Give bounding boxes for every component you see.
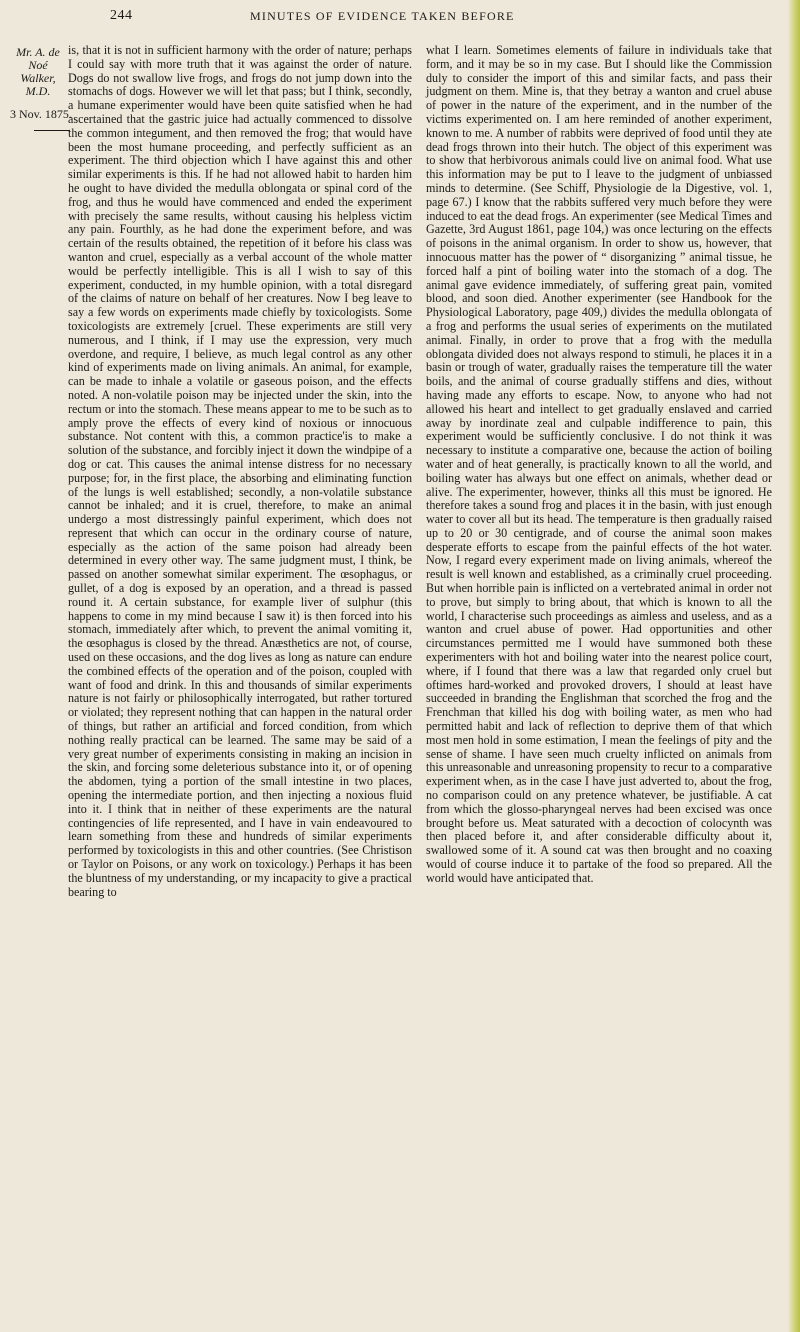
- page-number: 244: [110, 8, 133, 23]
- evidence-date: 3 Nov. 1875.: [10, 107, 72, 121]
- page-header: [0, 4, 800, 28]
- page-edge-shadow: [788, 0, 800, 1332]
- paragraph: what I learn. Sometimes elements of failure in individuals take that form, and it may be so in my case. But I should like the Commission duly to consider the import of this and similar facts, and pass their judgment on them. Mine is, that they betray a wanton and cruel abuse of power in the nature of the experiment, and in the number of the victims experimented on. I am here reminded of another experiment, known to me. A number of rabbits were deprived of food until they ate dead frogs thrown into their hutch. The object of this experiment was to show that herbivorous animals could live on animal food. What use this information may be put to I leave to the judgment of unbiassed minds to determine. (See Schiff, Physiologie de la Digestive, vol. 1, page 67.) I know that the rabbits suffered very much before they were induced to eat the dead frogs. An experimenter (see Medical Times and Gazette, 3rd August 1861, page 104,) was once lecturing on the effects of poisons in the animal organism. In order to show us, however, that innocuous matter has the power of “ disorganizing ” animal tissue, he forced half a pint of boiling water into the stomach of a dog. The animal gave evidence immediately, of suffering great pain, vomited blood, and soon died. Another experimenter (see Handbook for the Physiological Laboratory, page 409,) divides the medulla oblongata of a frog and performs the usual series of experiments on the mutilated animal. Finally, in order to prove that a frog with the medulla oblongata divided does not always respond to stimuli, he places it in a basin or trough of water, gradually raises the temperature till the water boils, and the animal of course gradually stiffens and dies, without having made any efforts to escape. Now, to anyone who had not allowed his heart and intellect to get gradually enslaved and carried away by inordinate zeal and culpable indifference to pain, this experiment would be sufficiently conclusive. I do not think it was necessary to institute a comparative one, because the action of boiling water and of heat generally, is practically known to all the world, and boiling water has always but one effect on animals, whether dead or alive. The experimenter, however, thinks all this must be ignored. He therefore takes a sound frog and places it in the basin, with just enough water to cover all but its head. The temperature is then gradually raised up to 20 or 30 centigrade, and of course the animal soon makes desperate efforts to escape from the painful effects of the hot water. Now, I regard every experiment made on living animals, whereof the result is well known and established, as a criminally cruel proceeding. But when horrible pain is inflicted on a vertebrated animal in order not to prove, but simply to bring about, that which is known to all the world, I characterise such proceedings as aimless and useless, and as a wanton and cruel abuse of power. Had opportunities and other circumstances permitted me I would have summoned both these experimenters with hot and boiling water into the nearest police court, where, if I found that there was a law that regarded only cruel but oftimes hard-worked and provoked drovers, I should at least have succeeded in branding the Englishman that scorched the frog and the Frenchman that killed his dog with boiling water, as men who had permitted habit and lack of reflection to deprive them of that which most men hold in some estimation, I mean the feelings of pity and the sense of shame. I have seen much cruelty inflicted on animals from this unreasonable and unreasoning propensity to recur to a comparative experiment when, as in the case I have just adverted to, about the frog, no comparison could on any pretence whatever, be justifiable. A cat from which the glosso-pharyngeal nerves had been excised was once brought before us. Meat saturated with a decoction of colocynth was then placed before it, and after considerable difficulty about it, swallowed some of it. A sound cat was then brought and no coaxing would of course induce it to partake of the food so prepared. All the world would have anticipated that.: [426, 43, 772, 885]
- left-column: [68, 44, 412, 899]
- running-title: MINUTES OF EVIDENCE TAKEN BEFORE: [250, 9, 515, 23]
- witness-name: Mr. A. de Noé Walker, M.D.: [16, 45, 60, 98]
- margin-rule: [34, 130, 70, 131]
- paragraph: is, that it is not in sufficient harmony with the order of nature; perhaps I could say with more truth that it was against the order of nature. Dogs do not swallow live frogs, and frogs do not jump down into the stomachs of dogs. However we will let that pass; but I think, secondly, a humane experimenter would have been quite satisfied when he had ascertained that the gastric juice had actually commenced to dissolve the common integument, and then removed the frog; that would have been the most humane proceeding, and perfectly sufficient as an experiment. The third objection which I have against this and other similar experiments is this. If he had not allowed habit to harden him he ought to have divided the medulla oblongata or spinal cord of the frog, and thus he would have commenced and ended the experiment with precisely the same results, without causing his helpless victim any pain. Fourthly, as he had done the experiment before, and was certain of the results obtained, the repetition of it before his class was wanton and cruel, especially as a verbal account of the whole matter would be perfectly intelligible. This is all I wish to say of this experiment, conducted, in my humble opinion, with a total disregard of the claims of nature on behalf of her creatures. Now I beg leave to say a few words on experiments made chiefly by toxicologists. Some toxicologists are extremely [cruel. These experiments are still very numerous, and I think, if I may use the expression, very much overdone, and require, I believe, as much legal control as any other kind of experiments made on living animals. An animal, for example, can be made to inhale a volatile or gaseous poison, and the effects noted. A non-volatile poison may be injected under the skin, into the rectum or into the stomach. These means appear to me to be such as to amply prove the effects of every kind of noxious or innocuous substance. Not content with this, a common practice'is to make a solution of the substance, and forcibly inject it down the windpipe of a dog or cat. This causes the animal intense distress for no necessary purpose; for, in the first place, the absorbing and eliminating function of the lungs is well established; secondly, a non-volatile substance cannot be inhaled; and it is cruel, therefore, to make an animal undergo a most distressingly painful experiment, which does not represent that which can occur in the ordinary course of nature, especially as the action of the same poison had already been determined in every other way. The same judgment must, I think, be passed on another somewhat similar experiment. The œsophagus, or gullet, of a dog is exposed by an operation, and a thread is passed round it. A certain substance, for example liver of sulphur (this happens to come in my mind because I saw it) is then forced into his stomach, immediately after which, to prevent the animal vomiting it, the œsophagus is closed by the thread. Anæsthetics are not, of course, used on these occasions, and the dog lives as long as nature can endure the combined effects of the operation and of the poison, coupled with want of food and drink. In this and thousands of similar experiments nature is not fairly or philosophically interrogated, but rather tortured or violated; they represent nothing that can happen in the natural order of things, but rather an artificial and forced condition, from which nothing really practical can be learned. The same may be said of a very great number of experiments consisting in making an incision in the skin, and forcing some deleterious substance into it, or of opening the abdomen, tying a portion of the small intestine in two places, opening the intermediate portion, and then injecting a noxious fluid into it. I think that in neither of these experiments are the natural contingencies of life represented, and I have in vain endeavoured to learn something from these and hundreds of similar experiments performed by toxicologists in this and other countries. (See Christison or Taylor on Poisons, or any work on toxicology.) Perhaps it has been the bluntness of my understanding, or my incapacity to give a practical bearing to: [68, 43, 412, 899]
- right-column: [426, 44, 772, 886]
- margin-note: [10, 45, 72, 131]
